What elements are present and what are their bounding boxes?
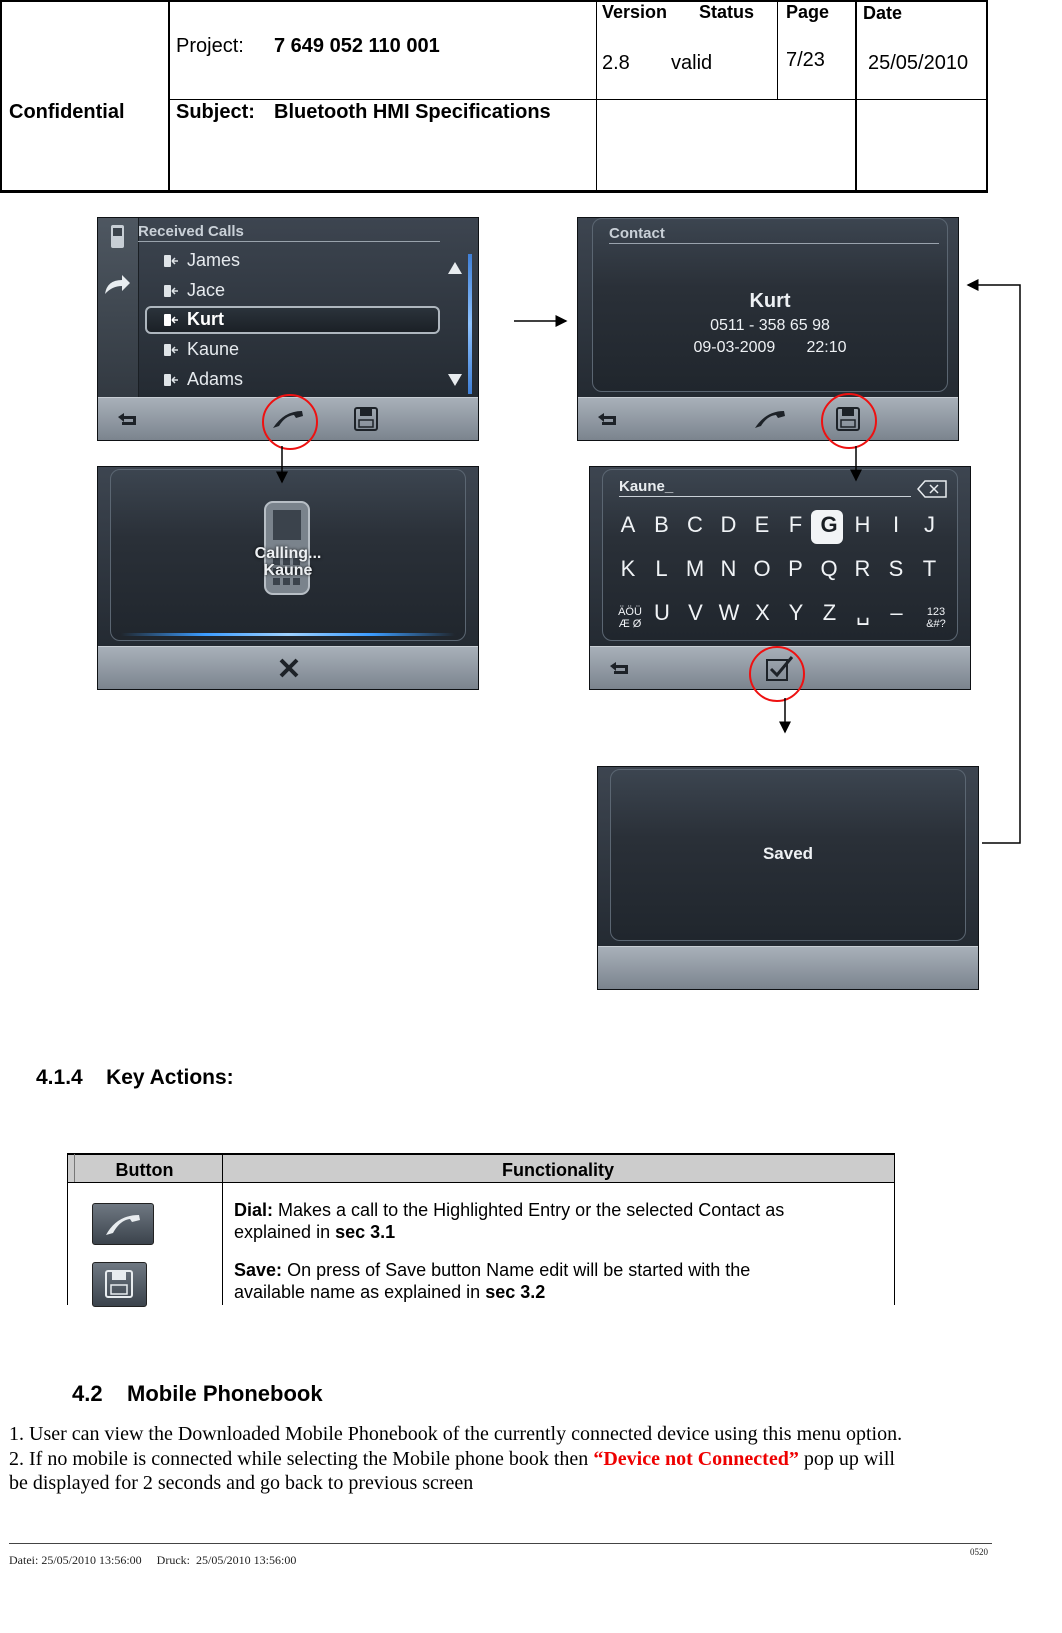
table-header-functionality: Functionality — [502, 1160, 614, 1180]
date-label: Date — [863, 3, 903, 23]
phonebook-paragraph-2: 2. If no mobile is connected while selecting the Mobile phone book then “Device not Connected” pop up will — [9, 1448, 895, 1470]
page-label: Page — [786, 2, 830, 22]
table-header-button: Button — [115, 1160, 174, 1180]
screen-title: Contact — [609, 225, 665, 242]
key[interactable]: ␣ — [856, 600, 870, 625]
contact-name: Kurt — [749, 290, 791, 312]
contact-datetime: 09-03-2009 22:10 — [693, 339, 847, 356]
version-value: 2.8 — [602, 52, 630, 74]
key[interactable]: W — [718, 600, 740, 625]
key[interactable]: T — [922, 556, 937, 581]
list-item[interactable]: James — [163, 246, 240, 274]
save-button-image — [92, 1262, 147, 1307]
list-item[interactable]: Jace — [163, 276, 225, 304]
list-item[interactable]: Adams — [163, 365, 243, 393]
key[interactable]: E — [754, 512, 770, 537]
calling-name: Kaune — [263, 562, 313, 579]
key[interactable]: Y — [788, 600, 804, 625]
device-not-connected-text: “Device not Connected” — [593, 1448, 799, 1470]
footer-print-info: Datei: 25/05/2010 13:56:00 Druck: 25/05/2010 13:56:00 — [9, 1553, 297, 1567]
subject-value: Bluetooth HMI Specifications — [274, 101, 551, 123]
key[interactable]: – — [890, 600, 903, 625]
list-item-selected[interactable]: Kurt — [163, 305, 224, 333]
key[interactable]: U — [654, 600, 670, 625]
list-item[interactable]: Kaune — [163, 335, 239, 363]
key[interactable]: B — [654, 512, 669, 537]
key[interactable]: N — [720, 556, 737, 581]
key[interactable]: I — [892, 512, 900, 537]
key[interactable]: C — [687, 512, 703, 537]
key[interactable]: D — [720, 512, 737, 537]
saved-message: Saved — [762, 844, 814, 863]
key[interactable]: L — [655, 556, 668, 581]
save-icon — [104, 1269, 134, 1299]
dial-icon — [103, 1211, 143, 1237]
key[interactable]: J — [924, 512, 935, 537]
key[interactable]: R — [854, 556, 871, 581]
key[interactable]: O — [753, 556, 771, 581]
screen-title: Received Calls — [138, 223, 244, 240]
page-value: 7/23 — [786, 49, 825, 71]
key[interactable]: Z — [822, 600, 837, 625]
dial-button-image — [92, 1203, 154, 1245]
project-number: 7 649 052 110 001 — [274, 35, 440, 57]
date-value: 25/05/2010 — [868, 52, 969, 74]
phonebook-paragraph-1: 1. User can view the Downloaded Mobile Phonebook of the currently connected device using this menu option. — [9, 1423, 903, 1445]
version-label: Version — [602, 2, 668, 22]
section-414-heading: 4.1.4 Key Actions: — [36, 1066, 234, 1089]
subject-label: Subject: — [176, 101, 255, 123]
key[interactable]: X — [755, 600, 770, 625]
key[interactable]: A — [620, 512, 636, 537]
key[interactable]: V — [688, 600, 703, 625]
dial-description: Dial: Makes a call to the Highlighted Entry or the selected Contact as explained in sec 3.1 — [234, 1200, 785, 1242]
section-42-heading: 4.2 Mobile Phonebook — [72, 1381, 323, 1406]
phonebook-paragraph-3: be displayed for 2 seconds and go back to previous screen — [9, 1472, 474, 1494]
key[interactable]: M — [685, 556, 705, 581]
key[interactable]: Q — [820, 556, 838, 581]
key[interactable]: F — [788, 512, 803, 537]
status-label: Status — [699, 2, 755, 22]
key[interactable]: H — [854, 512, 871, 537]
footer-code: 0520 — [970, 1547, 988, 1557]
numbers-symbols-key[interactable]: 123 &#? — [926, 606, 946, 630]
save-description: Save: On press of Save button Name edit will be started with the available name as explained in sec 3.2 — [234, 1260, 751, 1302]
key[interactable]: K — [620, 556, 636, 581]
contact-number: 0511 - 358 65 98 — [710, 317, 830, 334]
special-chars-key[interactable]: ÄÖÜ Æ Ø — [618, 606, 642, 630]
project-label: Project: — [176, 35, 244, 57]
key[interactable]: G — [820, 512, 838, 537]
arrow-saved-back-to-contact — [968, 285, 1020, 843]
key[interactable]: S — [888, 556, 904, 581]
status-value: valid — [671, 52, 713, 74]
confidential-label: Confidential — [9, 101, 125, 123]
name-input[interactable]: Kaune_ — [619, 478, 674, 495]
key[interactable]: P — [788, 556, 803, 581]
calling-status: Calling... — [254, 545, 322, 562]
